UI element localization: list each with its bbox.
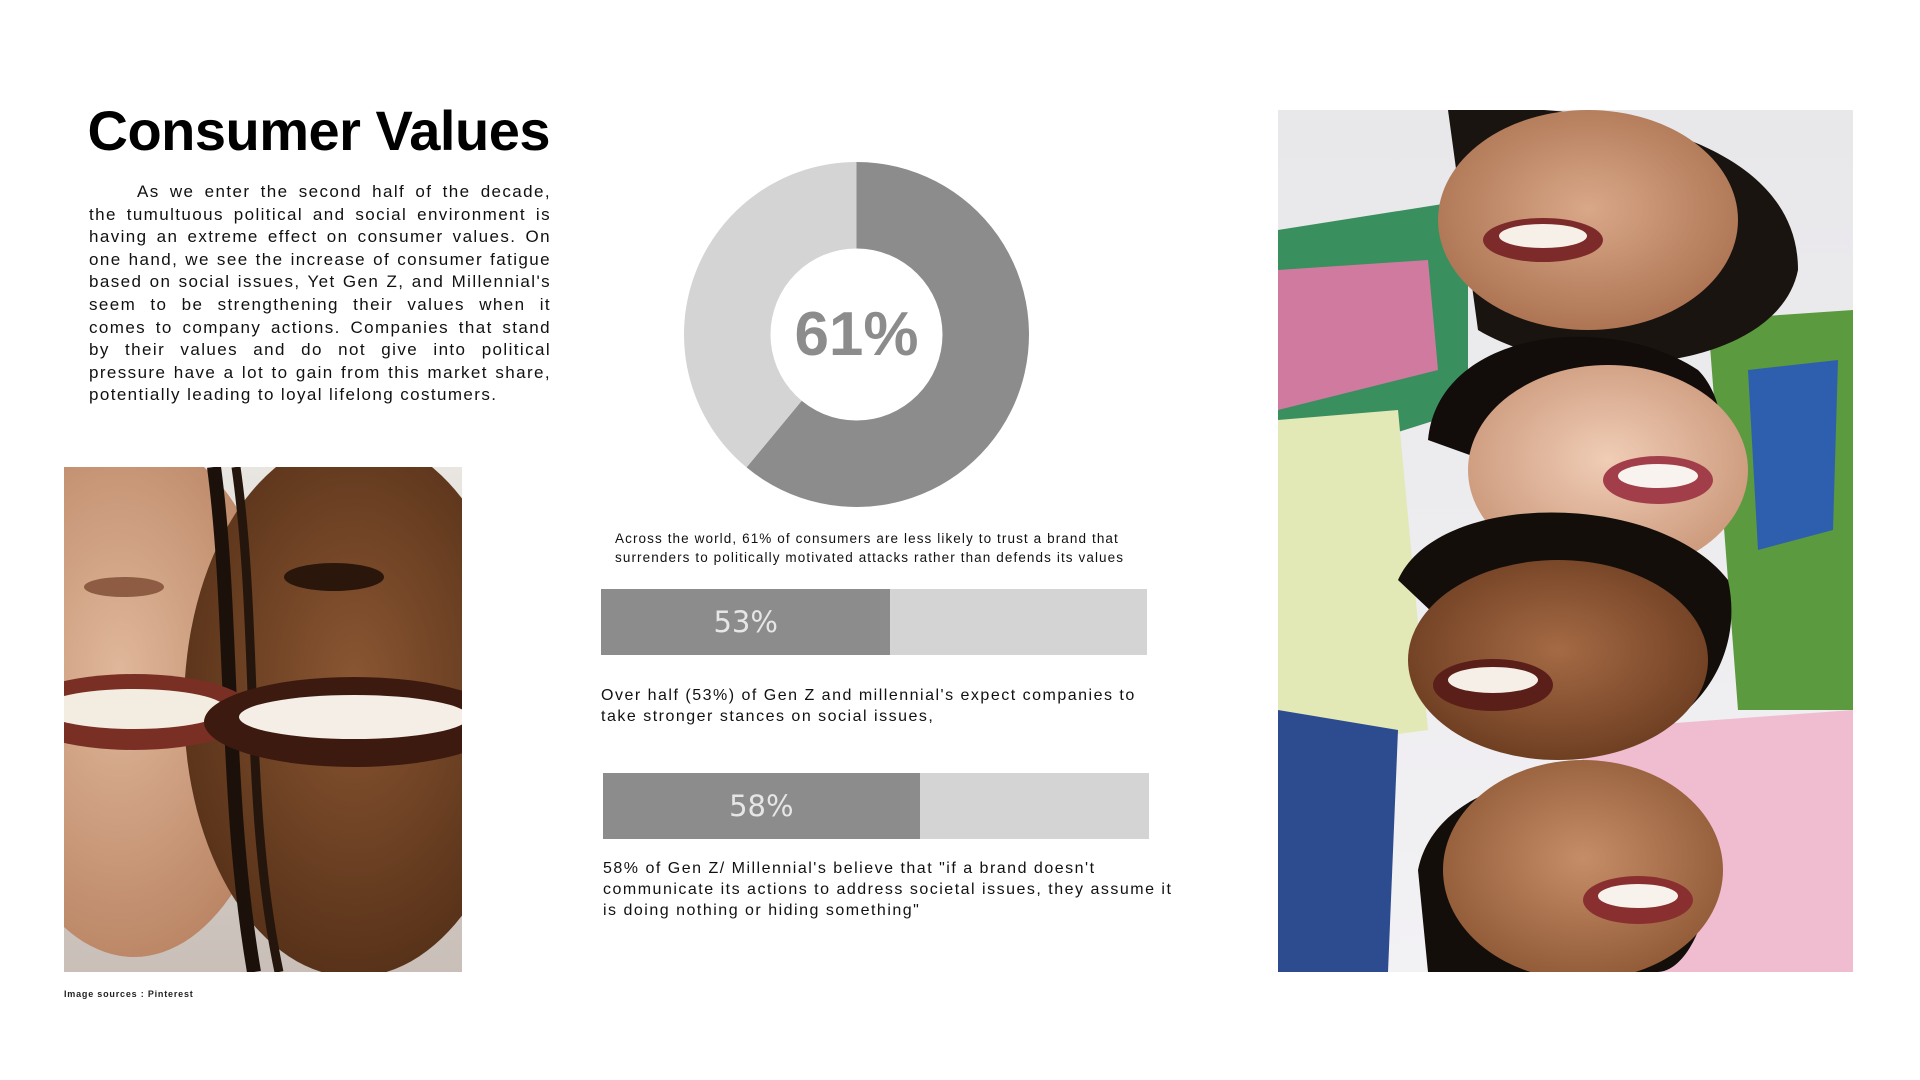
photo-two-women-smiling-graphic <box>64 467 462 972</box>
image-sources-note: Image sources : Pinterest <box>64 989 194 999</box>
bar-track-53 <box>601 589 1147 655</box>
photo-four-women-smiling-graphic <box>1278 110 1853 972</box>
page-title: Consumer Values <box>87 99 550 162</box>
intro-paragraph: As we enter the second half of the decade, the tumultuous political and social environment is having an extreme effect on consumer values. On one hand, we see the increase of consumer fatigue based on social issues, Yet Gen Z, and Millennial's seem to be strengthening their values when it comes to company actions. Companies that stand by their values and do not give into political pressure have a lot to gain from this market share, potentially leading to loyal lifelong costumers. <box>89 182 551 405</box>
photo-four-women-smiling <box>1278 110 1853 972</box>
photo-two-women-smiling <box>64 467 462 972</box>
bar-caption-53: Over half (53%) of Gen Z and millennial's expect companies to take stronger stances on social issues, <box>601 687 1136 725</box>
donut-chart <box>684 162 1029 507</box>
bar-label-53: 53% <box>713 605 778 639</box>
bar-label-58: 58% <box>729 789 794 823</box>
donut-caption: Across the world, 61% of consumers are less likely to trust a brand that surrenders to politically motivated attacks rather than defends its values <box>615 531 1125 565</box>
bar-track-58 <box>603 773 1149 839</box>
donut-center-label: 61% <box>794 300 919 369</box>
bar-caption-58: 58% of Gen Z/ Millennial's believe that "if a brand doesn't communicate its actions to address societal issues, they assume it is doing nothing or hiding something" <box>603 860 1173 919</box>
